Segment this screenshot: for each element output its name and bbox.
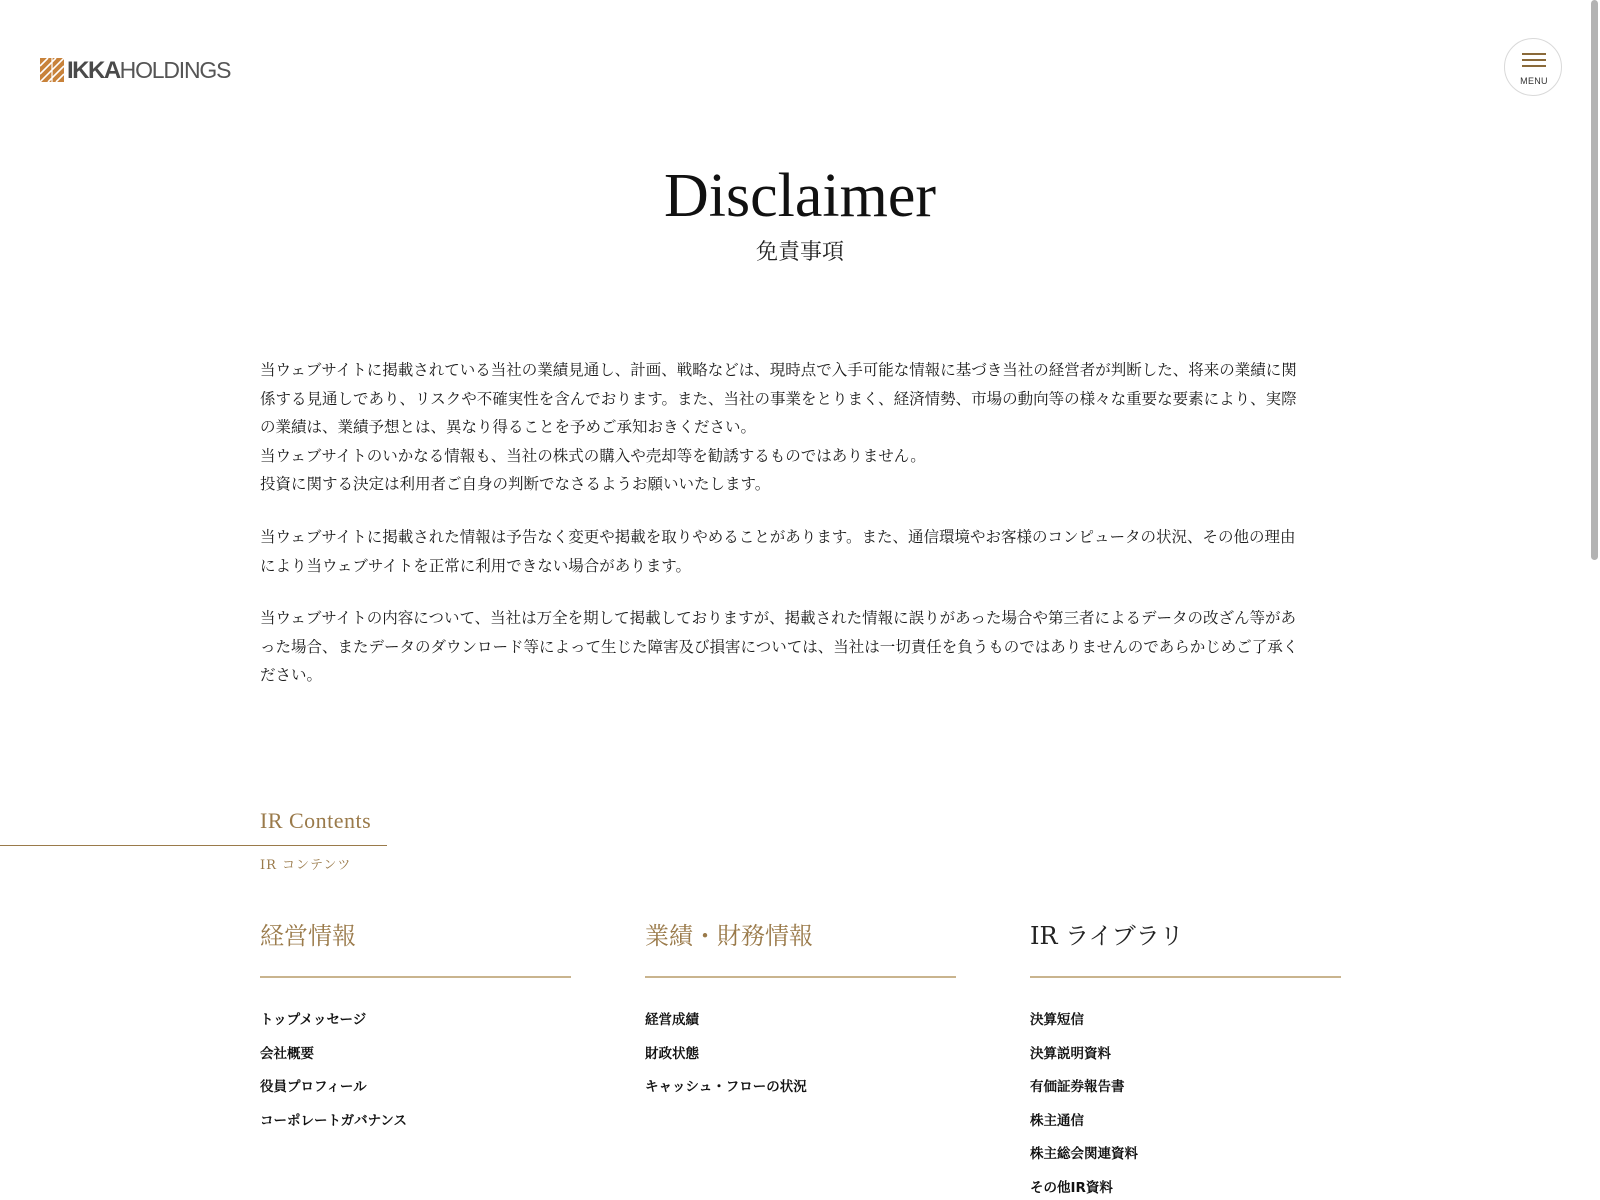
ir-column-management [260, 918, 571, 1138]
ir-column-title: IR ライブラリ [1030, 922, 1184, 950]
text-line: 当ウェブサイトに掲載されている当社の業績見通し、計画、戦略などは、現時点で入手可能な情報に基づき当社の経営者が判断した、将来の業績に関 [260, 361, 1297, 379]
ir-contents-heading: IR Contents [260, 808, 372, 833]
ir-column-divider [260, 976, 571, 978]
page-subtitle: 免責事項 [755, 240, 844, 265]
text-line: 係する見通しであり、リスクや不確実性を含んでおります。また、当社の事業をとりまく、経済情勢、市場の動向等の様々な重要な要素により、実際 [260, 389, 1297, 408]
disclaimer-paragraph [260, 356, 1340, 499]
text-line: った場合、またデータのダウンロード等によって生じた障害及び損害については、当社は一切責任を負うものではありませんのであらかじめご了承く [260, 637, 1299, 656]
hamburger-icon [1522, 53, 1546, 69]
text-line: 当ウェブサイトの内容について、当社は万全を期して掲載しておりますが、掲載された情報に誤りがあった場合や第三者によるデータの改ざん等があ [260, 609, 1297, 628]
ir-link[interactable]: 決算説明資料 [1030, 1045, 1111, 1062]
disclaimer-paragraph [260, 523, 1340, 580]
ir-column-title: 業績・財務情報 [645, 922, 813, 950]
ir-link[interactable]: 財政状態 [645, 1045, 699, 1062]
logo-text-strong: IKKA [67, 56, 120, 84]
logo-text-light: HOLDINGS [119, 56, 231, 83]
text-line: 当ウェブサイトのいかなる情報も、当社の株式の購入や売却等を勧誘するものではありません。 [260, 446, 926, 465]
ir-link[interactable]: キャッシュ・フローの状況 [645, 1079, 807, 1095]
text-line: 当ウェブサイトに掲載された情報は予告なく変更や掲載を取りやめることがあります。また、通信環境やお客様のコンピュータの状況、その他の理由 [260, 527, 1296, 546]
ir-link[interactable]: 有価証券報告書 [1030, 1079, 1125, 1095]
menu-button[interactable] [1504, 38, 1562, 96]
ir-link-list [260, 1004, 571, 1138]
ir-link[interactable]: 経営成績 [645, 1012, 699, 1028]
ir-column-title: 経営情報 [260, 922, 356, 950]
site-logo[interactable] [40, 58, 230, 82]
ir-link[interactable]: その他IR資料 [1030, 1179, 1113, 1196]
vertical-scrollbar[interactable] [1588, 0, 1600, 1200]
ir-link[interactable]: 役員プロフィール [260, 1079, 367, 1095]
ir-column-financial [645, 918, 956, 1105]
ir-column-divider [645, 976, 956, 978]
ir-link[interactable]: 株主通信 [1030, 1112, 1084, 1129]
menu-label: MENU [1520, 76, 1548, 86]
ir-link[interactable]: コーポレートガバナンス [260, 1112, 408, 1129]
ir-link[interactable]: トップメッセージ [260, 1012, 367, 1028]
ir-link[interactable]: 会社概要 [260, 1045, 314, 1062]
ir-link-list [1030, 1004, 1341, 1200]
text-line: 投資に関する決定は利用者ご自身の判断でなさるようお願いいたします。 [260, 475, 771, 494]
disclaimer-content [260, 356, 1340, 714]
disclaimer-paragraph [260, 604, 1340, 690]
scrollbar-thumb[interactable] [1591, 0, 1598, 560]
ir-link-list [645, 1004, 956, 1105]
ir-contents-subheading: IR コンテンツ [260, 858, 352, 873]
ikka-logo-mark-icon [40, 58, 64, 82]
ir-link[interactable]: 株主総会関連資料 [1030, 1146, 1138, 1162]
ir-column-divider [1030, 976, 1341, 978]
text-line: の業績は、業績予想とは、異なり得ることを予めご承知おきください。 [260, 418, 757, 437]
ir-heading-divider [0, 845, 387, 846]
page-title: Disclaimer [663, 162, 936, 230]
ir-column-library [1030, 918, 1341, 1200]
ir-link[interactable]: 決算短信 [1030, 1012, 1084, 1028]
logo-text [67, 58, 230, 83]
text-line: により当ウェブサイトを正常に利用できない場合があります。 [260, 556, 692, 575]
text-line: ださい。 [260, 666, 323, 685]
